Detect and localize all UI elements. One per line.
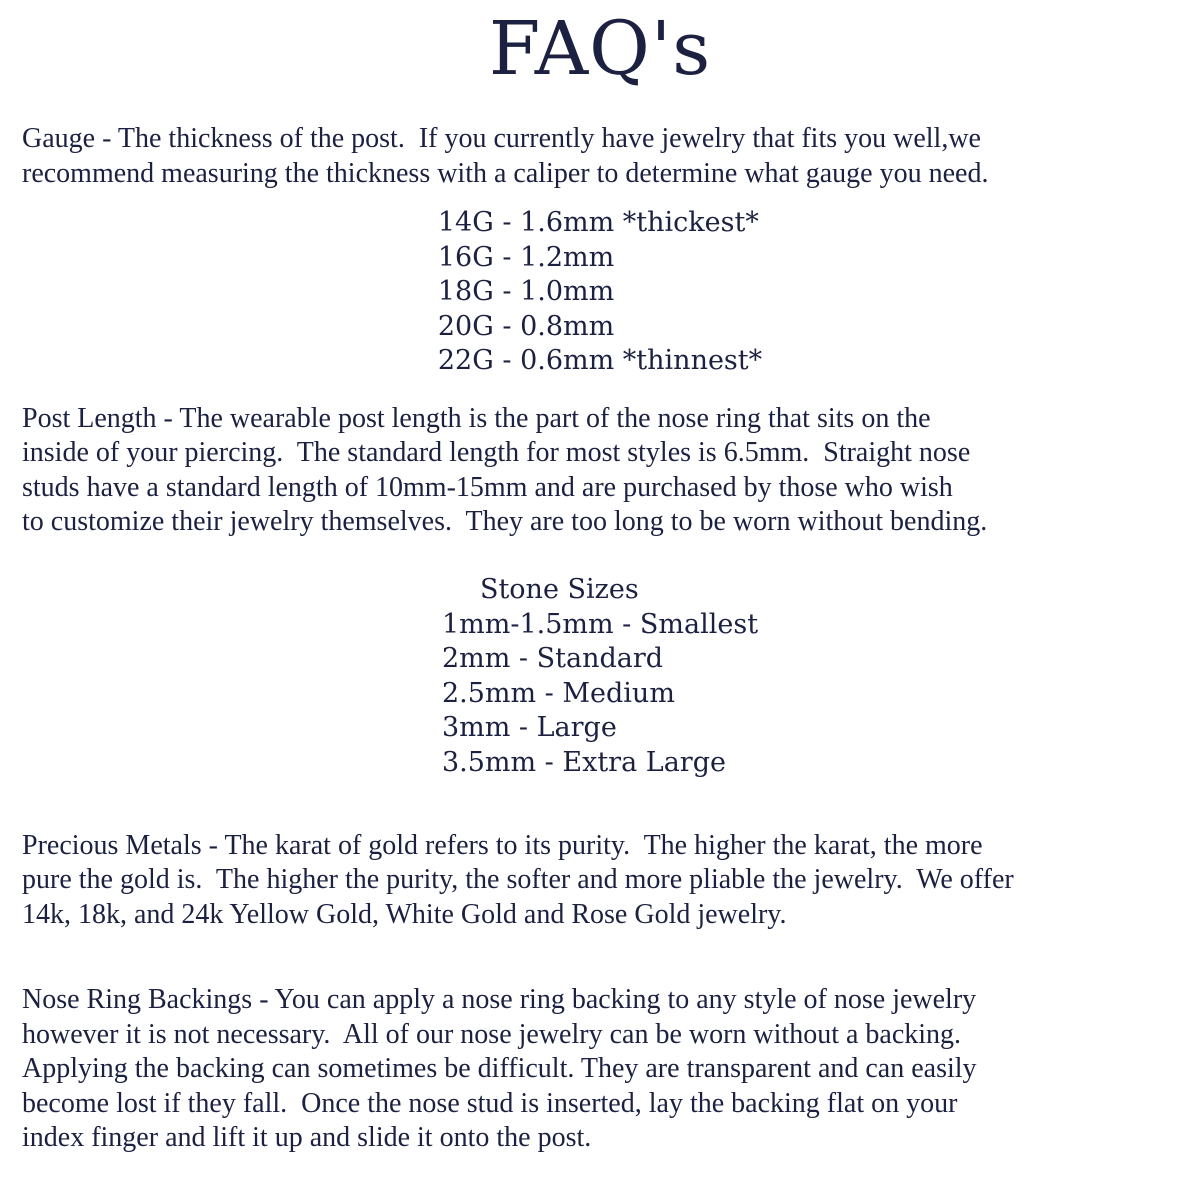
stone-size-item: 3mm - Large [441, 712, 617, 744]
stone-size-item: 1mm-1.5mm - Smallest [441, 608, 759, 640]
stone-sizes-heading: Stone Sizes [479, 573, 639, 605]
paragraph-line: recommend measuring the thickness with a caliper to determine what gauge you need. [22, 157, 989, 189]
gauge-paragraph [22, 122, 1178, 191]
gauge-list-item: 18G - 1.0mm [437, 276, 615, 308]
gauge-list-item: 16G - 1.2mm [437, 241, 615, 273]
faq-page [0, 6, 1200, 1200]
stone-sizes-section [442, 573, 758, 781]
stone-size-item: 3.5mm - Extra Large [441, 746, 726, 778]
gauge-size-list [438, 206, 762, 379]
gauge-list-item: 22G - 0.6mm *thinnest* [437, 345, 763, 377]
paragraph-line: studs have a standard length of 10mm-15mm and are purchased by those who wish [22, 471, 953, 503]
gauge-list-item: 20G - 0.8mm [437, 310, 615, 342]
page-title: FAQ's [488, 6, 712, 92]
paragraph-line: Post Length - The wearable post length is the part of the nose ring that sits on the [22, 402, 931, 434]
paragraph-line: inside of your piercing. The standard length for most styles is 6.5mm. Straight nose [22, 437, 971, 469]
paragraph-line: pure the gold is. The higher the purity, the softer and more pliable the jewelry. We offer [22, 864, 1014, 896]
paragraph-line: however it is not necessary. All of our nose jewelry can be worn without a backing. [22, 1018, 962, 1050]
paragraph-line: to customize their jewelry themselves. They are too long to be worn without bending. [22, 506, 988, 538]
post-length-paragraph [22, 402, 1178, 540]
paragraph-line: become lost if they fall. Once the nose stud is inserted, lay the backing flat on your [22, 1087, 958, 1119]
precious-metals-paragraph [22, 829, 1178, 933]
paragraph-line: Precious Metals - The karat of gold refers to its purity. The higher the karat, the more [22, 829, 983, 861]
paragraph-line: Nose Ring Backings - You can apply a nose ring backing to any style of nose jewelry [22, 984, 977, 1016]
paragraph-line: Applying the backing can sometimes be difficult. They are transparent and can easily [22, 1053, 977, 1085]
gauge-list-item: 14G - 1.6mm *thickest* [437, 207, 759, 238]
stone-size-item: 2mm - Standard [441, 643, 664, 675]
paragraph-line: index finger and lift it up and slide it onto the post. [22, 1122, 592, 1154]
paragraph-line: Gauge - The thickness of the post. If you currently have jewelry that fits you well,we [22, 123, 981, 154]
nose-ring-backings-paragraph [22, 983, 1178, 1156]
paragraph-line: 14k, 18k, and 24k Yellow Gold, White Gold and Rose Gold jewelry. [22, 898, 787, 930]
stone-size-item: 2.5mm - Medium [441, 677, 675, 709]
